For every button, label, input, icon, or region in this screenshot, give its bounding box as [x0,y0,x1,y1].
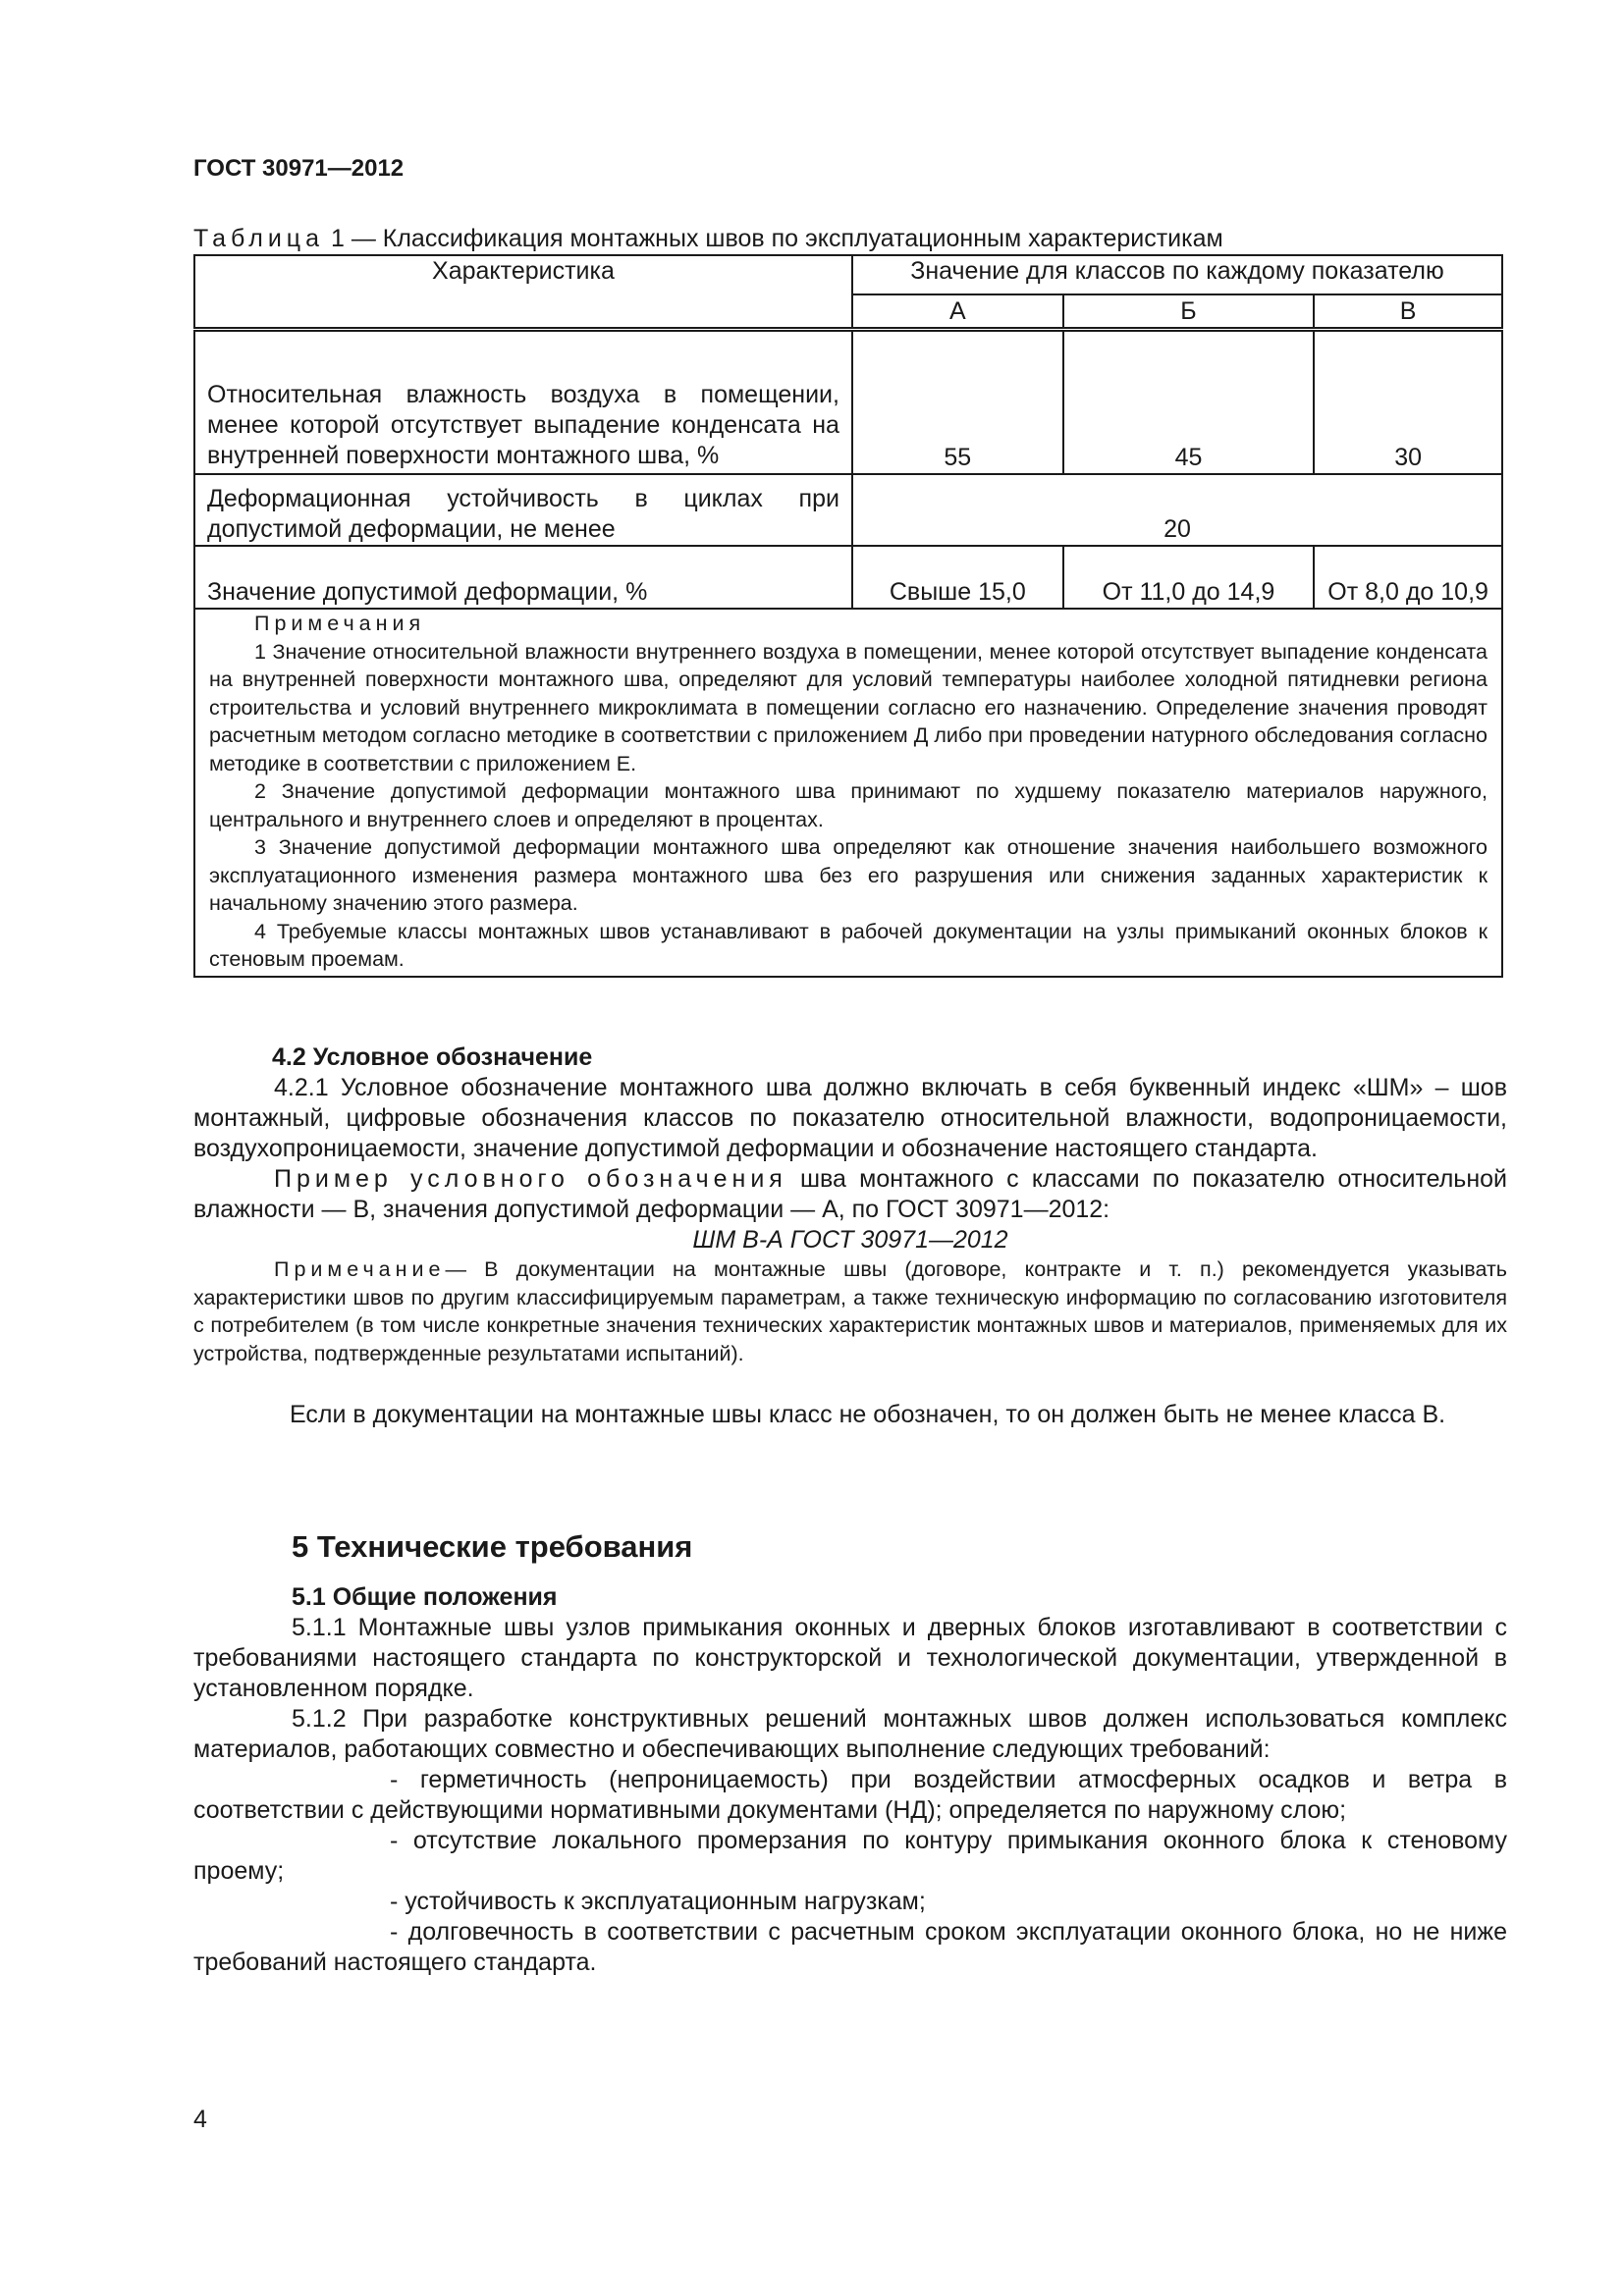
row3-class-a: Свыше 15,0 [852,546,1063,609]
section-5-1-heading: 5.1 Общие положения [292,1583,558,1611]
section-4-2 [193,1042,1507,1430]
notes-title: Примечания [254,612,426,635]
paragraph-4-2-1: 4.2.1 Условное обозначение монтажного шва должно включать в себя буквенный индекс «ШМ» – шов монтажный, цифровые обозначения классов по показателю относительной влажности, водопроницаемости, воздухопроницаемости, значение допустимой деформации и обозначение настоящего стандарта. [193,1074,1507,1162]
header-class-b: Б [1063,294,1315,329]
requirement-item: - герметичность (непроницаемость) при воздействии атмосферных осадков и ветра в соответствии с действующими нормативными документами (НД); определяется по наружному слою; [193,1766,1507,1824]
page-number: 4 [193,2106,207,2133]
row1-characteristic: Относительная влажность воздуха в помещении, менее которой отсутствует выпадение конденсата на внутренней поверхности монтажного шва, % [194,329,852,474]
document-header: ГОСТ 30971—2012 [193,155,405,182]
header-class-values: Значение для классов по каждому показателю [852,255,1502,294]
note-1: 1 Значение относительной влажности внутреннего воздуха в помещении, менее которой отсутствует выпадение конденсата на внутренней поверхности монтажного шва, определяют для условий температуры наиболее холодной пятидневки региона строительства и условий внутреннего микроклимата в помещении согласно его назначению. Определение значения проводят расчетным методом согласно методике в соответствии с приложением Д либо при проведении натурного обследования согласно методике в соответствии с приложением Е. [209,639,1488,775]
note-2: 2 Значение допустимой деформации монтажного шва принимают по худшему показателю материалов наружного, центрального и внутреннего слоев и определяют в процентах. [209,779,1488,831]
note-4: 4 Требуемые классы монтажных швов устанавливают в рабочей документации на узлы примыканий оконных блоков к стеновым проемам. [209,919,1488,971]
note-3: 3 Значение допустимой деформации монтажного шва определяют как отношение значения наибольшего возможного эксплуатационного изменения размера монтажного шва без его разрушения или снижения заданных характеристик к начальному значению этого размера. [209,835,1488,915]
section-5-heading: 5 Технические требования [292,1529,693,1564]
note-label: Примечание [274,1257,446,1281]
paragraph-5-1-2: 5.1.2 При разработке конструктивных решений монтажных швов должен использоваться комплекс материалов, работающих совместно и обеспечивающих выполнение следующих требований: [193,1705,1507,1763]
requirement-item: - долговечность в соответствии с расчетным сроком эксплуатации оконного блока, но не ниже требований настоящего стандарта. [193,1918,1507,1976]
requirement-item: - устойчивость к эксплуатационным нагрузкам; [390,1888,926,1915]
paragraph-class-default: Если в документации на монтажные швы класс не обозначен, то он должен быть не менее класса В. [290,1401,1446,1428]
row1-class-c: 30 [1314,329,1502,474]
example-paragraph [193,1164,1507,1225]
header-characteristic: Характеристика [194,255,852,329]
requirement-item: - отсутствие локального промерзания по контуру примыкания оконного блока к стеновому проему; [193,1827,1507,1885]
section-5 [193,1531,1507,1978]
table-caption-label: Таблица [193,225,325,252]
table-caption [193,225,1223,253]
example-code: ШМ В-А ГОСТ 30971—2012 [692,1226,1008,1254]
header-class-a: А [852,294,1063,329]
paragraph-5-1-1: 5.1.1 Монтажные швы узлов примыкания оконных и дверных блоков изготавливают в соответствии с требованиями настоящего стандарта по конструкторской и технологической документации, утвержденной в установленном порядке. [193,1614,1507,1702]
classification-table [193,254,1503,978]
row2-characteristic: Деформационная устойчивость в циклах при допустимой деформации, не менее [194,474,852,546]
row2-merged-value: 20 [852,474,1502,546]
row3-characteristic: Значение допустимой деформации, % [194,546,852,609]
header-class-c: В [1314,294,1502,329]
note-paragraph [193,1255,1507,1367]
table-notes [194,609,1502,977]
section-4-2-heading: 4.2 Условное обозначение [272,1043,593,1071]
row1-class-b: 45 [1063,329,1315,474]
example-text: шва монтажного с классами по показателю относительной влажности — В, значения допустимой деформации — А, по ГОСТ 30971—2012: [193,1165,1507,1223]
example-label: Пример условного обозначения [274,1165,787,1193]
row1-class-a: 55 [852,329,1063,474]
note-text: — В документации на монтажные швы (договоре, контракте и т. п.) рекомендуется указывать характеристики швов по другим классифицируемым параметрам, а также техническую информацию по согласованию изготовителя с потребителем (в том числе конкретные значения технических характеристик монтажных швов и материалов, применяемых для их устройства, подтвержденные результатами испытаний). [193,1257,1507,1365]
table-caption-text: 1 — Классификация монтажных швов по эксплуатационным характеристикам [330,225,1223,252]
row3-class-b: От 11,0 до 14,9 [1063,546,1315,609]
row3-class-c: От 8,0 до 10,9 [1314,546,1502,609]
